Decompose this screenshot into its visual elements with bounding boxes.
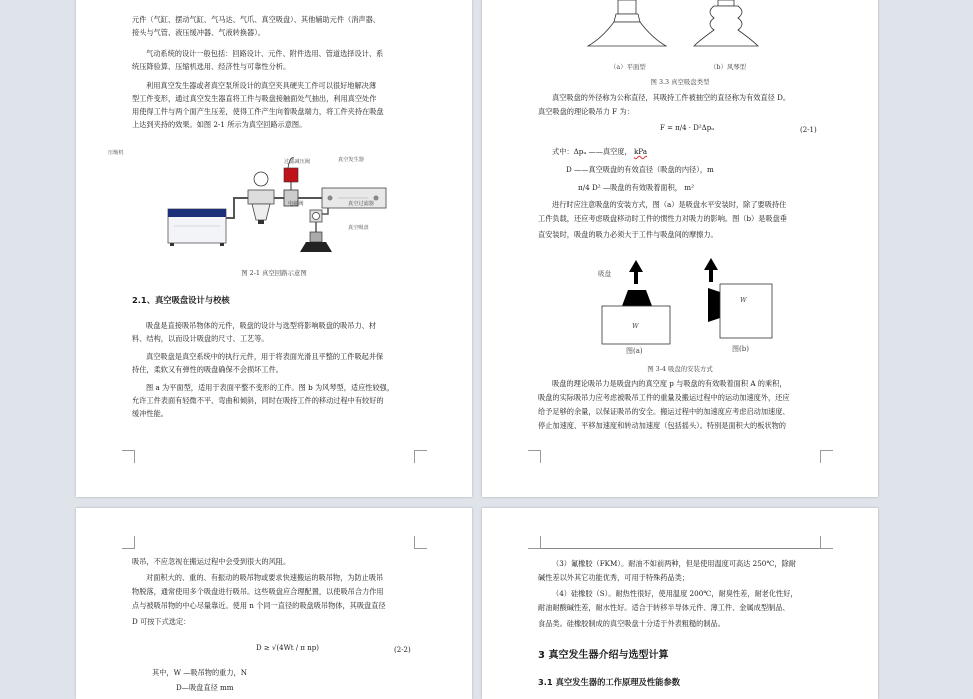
text-line: 给予足够的余量，以保证吸吊的安全。搬运过程中的加速度应考虑启动加速度、 xyxy=(538,407,790,416)
margin-corner-mark xyxy=(122,536,135,549)
definition-line: π/4 D² —吸盘的有效吸着面积， m² xyxy=(578,183,694,192)
text-line: 持住，柔软又有弹性的吸盘确保不会损坏工件。 xyxy=(132,365,283,374)
subcaption-b: （b）风琴型 xyxy=(710,63,747,71)
definition-line: 其中，W —吸吊物的重力，N xyxy=(152,668,248,677)
formula-number: (2-1) xyxy=(800,126,817,134)
text-line: 允许工件表面有轻微不平、弯曲和倾斜，同时在吸持工件的移动过程中有较好的 xyxy=(132,396,384,405)
label-sucker: 真空吸盘 xyxy=(348,225,369,231)
label-filter-regulator: 过滤减压阀 xyxy=(284,159,310,165)
label-vacuum-filter: 真空过滤器 xyxy=(348,201,374,207)
suction-cup-graphic xyxy=(300,232,332,252)
section-heading: 3.1 真空发生器的工作原理及性能参数 xyxy=(538,677,681,687)
vacuum-filter-graphic xyxy=(310,210,322,222)
text-line: 耐油耐酸碱性差，耐水性好。适合于转移半导体元件、薄工件、金属成型制品、 xyxy=(538,603,790,612)
label-fig-b: 图(b) xyxy=(732,345,749,353)
text-line: 食品类。硅橡胶制成的真空吸盘十分适于外表粗糙的制品。 xyxy=(538,619,725,628)
paragraph-first-line: 气动系统的设计一般包括：回路设计、元件、附件选用、管道选择设计、系 xyxy=(146,49,384,58)
label-fig-a: 图(a) xyxy=(626,347,643,355)
paragraph-first-line: 对面积大的、重的、有振动的吸吊物或要求快速搬运的吸吊物，为防止吸吊 xyxy=(146,573,384,582)
paragraph-first-line: 吸盘的理论吸吊力是吸盘内的真空度 p 与吸盘的有效吸着面积 A 的乘积， xyxy=(552,379,787,388)
paragraph-first-line: 真空吸盘是真空系统中的执行元件，用于将表面光滑且平整的工件吸起并保 xyxy=(146,352,384,361)
compressor-graphic xyxy=(168,209,226,246)
label-solenoid: 电磁阀 xyxy=(288,201,304,207)
margin-corner-mark xyxy=(528,536,541,549)
margin-corner-mark xyxy=(414,536,427,549)
filter-regulator-graphic xyxy=(248,172,274,224)
document-page-1 xyxy=(76,0,472,497)
horizontal-mounting-graphic xyxy=(602,260,670,344)
text-line: D 可按下式选定： xyxy=(132,617,191,626)
document-page-3 xyxy=(76,508,472,699)
margin-corner-mark xyxy=(820,536,833,549)
text-line: 吸吊，不应忽视在搬运过程中会受到很大的风阻。 xyxy=(132,557,291,566)
chapter-heading: 3 真空发生器介绍与选型计算 xyxy=(538,650,669,661)
paragraph-first-line: （3）氟橡胶（FKM）。耐油不如前两种，但是使用温度可高达 250℃，除耐 xyxy=(552,559,796,568)
label-compressor: 压缩机 xyxy=(108,150,124,156)
document-page-2 xyxy=(482,0,878,497)
mounting-methods-figure xyxy=(598,248,778,360)
paragraph-first-line: 吸盘是直接吸吊物体的元件，吸盘的设计与选型将影响吸盘的吸吊力、材 xyxy=(146,321,377,330)
section-heading: 2.1、真空吸盘设计与校核 xyxy=(132,295,230,305)
text-line: 停止加速度、平移加速度和转动加速度（包括摇头）。特别是面积大的板状物的 xyxy=(538,421,786,430)
definition-line: D—吸盘直径 mm xyxy=(176,683,234,692)
bellows-cup-graphic xyxy=(694,0,758,46)
vertical-mounting-graphic xyxy=(704,258,772,338)
unit-kpa: kPa xyxy=(633,147,648,156)
text-line: 工件负载，还应考虑吸盘移动时工件的惯性力对吸力的影响。图（b）是吸盘垂 xyxy=(538,214,787,223)
margin-corner-mark xyxy=(414,450,427,463)
text-line: 真空吸盘的理论吸吊力 F 为： xyxy=(538,107,634,116)
text-line: 型工件变形，通过真空发生器直将工件与吸盘接触面处气抽出，利用真空处作 xyxy=(132,94,377,103)
subcaption-a: （a）平面型 xyxy=(610,63,646,71)
text-line: 接头与气管、液压缓冲器、气液转换器）。 xyxy=(132,28,265,37)
text-line: 料、结构，以而设计吸盘的尺寸、工艺等。 xyxy=(132,334,269,343)
text-line: 统压降验算、压缩机选用、经济性与可靠性分析。 xyxy=(132,62,291,71)
figure-caption: 图 3-4 吸盘的安装方式 xyxy=(647,365,713,373)
document-page-4 xyxy=(482,508,878,699)
formula-where xyxy=(552,146,647,157)
text-line: 碱性差以外其它功能优秀，可用于特殊药品类； xyxy=(538,573,689,582)
flat-cup-graphic xyxy=(588,0,666,46)
formula-number: (2-2) xyxy=(394,646,411,654)
paragraph-first-line: 真空吸盘的外径称为公称直径，其吸持工件被抽空的直径称为有效直径 D。 xyxy=(552,93,791,102)
text-line: 缓冲性能。 xyxy=(132,409,168,418)
suction-cup-types-figure xyxy=(582,0,782,60)
label-generator: 真空发生器 xyxy=(338,157,364,163)
text-line: 上达到夹持的效果。如图 2-1 所示为真空回路示意图。 xyxy=(132,120,307,129)
paragraph-first-line: 利用真空发生器或者真空泵所设计的真空夹具硬夹工件可以很好地解决薄 xyxy=(146,81,377,90)
paragraph-first-line: 进行时应注意吸盘的安装方式，图（a）是吸盘水平安装时，除了要吸持住 xyxy=(552,200,787,209)
text-line: 直安装时，吸盘的吸力必须大于工件与吸盘间的摩擦力。 xyxy=(538,230,718,239)
text-line: 用使得工件与两个面产生压差，使得工件产生向着吸盘端力，将工件夹持在吸盘 xyxy=(132,107,384,116)
text-line: 元件（气缸、摆动气缸、气马达、气爪、真空吸盘）、其他辅助元件（消声器、 xyxy=(132,15,380,24)
label-weight-b: W xyxy=(740,296,747,304)
margin-corner-mark xyxy=(528,450,541,463)
text-line: 点与被吸吊物的中心尽量靠近。使用 n 个同一直径的吸盘吸吊物体，其吸盘直径 xyxy=(132,601,386,610)
paragraph-first-line: 图 a 为平面型，适用于表面平整不变形的工件。图 b 为风琴型，适应性较强， xyxy=(146,383,395,392)
definition-line: D ——真空吸盘的有效直径（吸盘的内径），m xyxy=(566,165,714,174)
label-sucker: 吸盘 xyxy=(598,270,612,278)
text-line: 物脱落，通常使用多个吸盘进行吸吊。这些吸盘应合理配置，以使吸吊合力作用 xyxy=(132,587,384,596)
margin-corner-mark xyxy=(820,450,833,463)
figure-caption: 图 2-1 真空回路示意图 xyxy=(241,269,307,277)
margin-corner-mark xyxy=(122,450,135,463)
paragraph-first-line: （4）硅橡胶（S）。耐热性很好，使用温度 200℃，耐臭性差，耐老化性好， xyxy=(552,589,798,598)
text-line: 吸盘的实际吸吊力应考虑被吸吊工件的重量及搬运过程中的运动加速度外，还应 xyxy=(538,393,790,402)
header-rule xyxy=(540,548,820,549)
formula: F = π/4 · D²Δpᵤ xyxy=(660,124,715,132)
figure-caption: 图 3.3 真空吸盘类型 xyxy=(650,78,710,86)
label-weight-a: W xyxy=(632,322,639,330)
where-label: 式中：Δpᵤ ——真空度， xyxy=(552,147,632,156)
formula: D ≥ √(4Wt / π np) xyxy=(256,644,319,652)
